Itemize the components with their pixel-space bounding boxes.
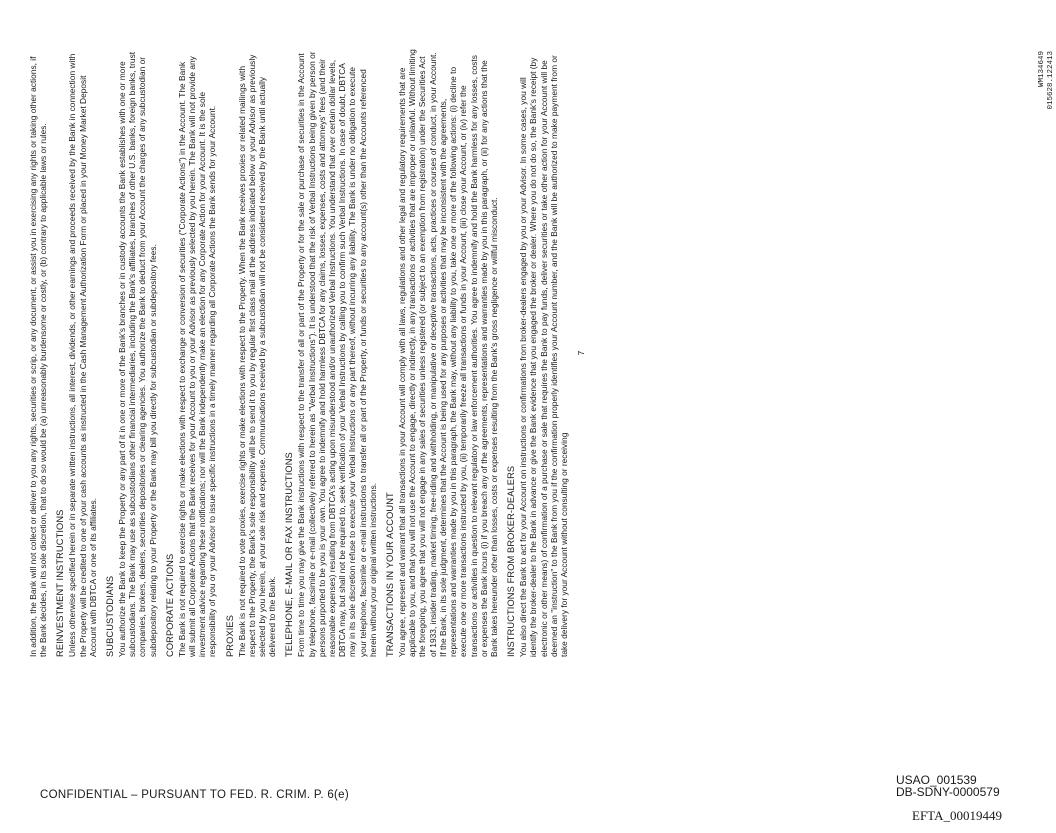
section-heading: CORPORATE ACTIONS bbox=[164, 553, 175, 657]
section-reinvestment bbox=[55, 49, 98, 657]
document-codes bbox=[1038, 51, 1056, 110]
section-paragraph: From time to time you may give the Bank instructions with respect to the transfer of all or part of the Property or for the sale or purchase of securities in the Account by telephone, facsimile or e-mail (collectively referred to herein as "Verbal Instructions"). It is understood that the risk of Verbal Instructions being given by person or persons purported to be you is your own. You agree to indemnify and hold harmless DBTCA for any claims, losses, expenses, costs and attorneys' fees (and their reasonable expenses) resulting from DBTCA's acting upon misunderstood and/or unauthorized Verbal Instructions. You understand that over certain dollar levels, DBTCA may, but shall not be required to, seek verification of your Verbal Instructions by calling you to confirm such Verbal Instructions. In case of doubt, DBTCA may in its sole discretion refuse to execute your Verbal Instructions or any part thereof, without incurring any liability. The Bank is under no obligation to execute your telephone, facsimile or e-mail instructions to transfer all or part of the Property, or funds or securities to any account(s) other than the Accounts referenced herein without your original written instructions. bbox=[296, 51, 378, 657]
section-paragraph: The Bank is not required to exercise rights or make elections with respect to exchange or conversion of securities ("Corporate Actions") in the Account. The Bank will submit all Corporate Actions that the Bank receives for your Account to you or your Advisor as previously selected by you herein. The Bank will not provide any investment advice regarding these notifications; nor will the Bank independently make an election for any Corporate Action for your Account. It is the sole responsibility of you or your Advisor to issue specific instructions in a timely manner regarding all Corporate Actions the Bank sends for your Account. bbox=[176, 56, 218, 657]
section-heading: SUBCUSTODIANS bbox=[105, 575, 116, 657]
section-paragraph: You also direct the Bank to act for your Account on instructions or confirmations from broker-dealers engaged by you or your Advisor. In some cases, you will identify the broker-dealer to the Bank in advance or give the Bank evidence that you engaged the broker or dealer. Where you do not do so, the Bank's receipt (by electronic or other means) of confirmation of a purchase or sale that requires the Bank to pay funds, deliver securities or take other action for your Account will be deemed an "instruction" to the Bank from you if the confirmation properly identifies your Account number, and the Bank will be authorized to make payment from or take delivery for your Account without consulting or receiving bbox=[518, 55, 569, 657]
section-corporate-actions bbox=[165, 49, 218, 657]
section-heading: REINVESTMENT INSTRUCTIONS bbox=[55, 509, 66, 657]
document-body bbox=[20, 43, 1056, 663]
rotated-page bbox=[20, 43, 1056, 663]
section-paragraph: Unless otherwise specified herein or in separate written instructions, all interest, dividends, or other earnings and proceeds received by the Bank in connection with the Property will be credited to one of your cash accounts as instructed in the Cash Management Authorization Form or placed in your Money Market Deposit Account with DBTCA or one of its affiliates. bbox=[67, 53, 98, 657]
batch-code: 015628.122413 bbox=[1047, 51, 1055, 110]
section-heading: TELEPHONE, E-MAIL OR FAX INSTRUCTIONS bbox=[284, 452, 295, 657]
section-heading: TRANSACTIONS IN YOUR ACCOUNT bbox=[385, 492, 396, 657]
section-heading: PROXIES bbox=[224, 614, 235, 657]
confidential-footer: CONFIDENTIAL – PURSUANT TO FED. R. CRIM. P. 6(e) bbox=[40, 789, 349, 801]
usao-bates-stamp: USAO_001539 bbox=[896, 773, 977, 787]
section-heading: INSTRUCTIONS FROM BROKER-DEALERS bbox=[506, 465, 517, 657]
efta-bates-stamp: EFTA_00019449 bbox=[912, 808, 1002, 823]
section-paragraph: You authorize the Bank to keep the Property or any part of it in one or more of the Bank's branches or in custody accounts the Bank establishes with one or more subcustodians. The Bank may use as subcustodians other financial intermediaries, including the Bank's affiliates, branches of other U.S. banks, foreign banks, trust companies, brokers, dealers, securities depositories or clearing agencies. You authorize the Bank to deduct from your Account the charges of any subcustodian or subdepository relating to your Property or the Bank may bill you directly for subcustodian or subdepository fees. bbox=[117, 51, 158, 657]
section-telephone-instructions bbox=[284, 49, 378, 657]
section-paragraph: The Bank is not required to vote proxies, exercise rights or make elections with respect to the Property. When the Bank receives proxies or related mailings with respect to the Property, the Bank's sole responsibility will be to send it to you by regular first class mail at the address indicated below or your Advisor as previously selected by you herein, at your sole risk and expense. Communications received by a subcustodian will not be considered received by the Bank until actually delivered to the Bank. bbox=[236, 54, 278, 657]
page-number: 7 bbox=[576, 350, 587, 356]
db-bates-stamp: DB-SDNY-0000579 bbox=[896, 785, 1000, 799]
intro-section bbox=[28, 49, 48, 657]
section-subcustodians bbox=[105, 49, 158, 657]
intro-paragraph: In addition, the Bank will not collect or deliver to you any rights, securities or scrip, or any document, or assist you in exercising any rights or taking other actions, if the Bank decides, in its sole discretion, that to do so would be (a) unreasonably burdensome or costly, or (b) contrary to applicable laws or rules. bbox=[28, 56, 49, 657]
section-proxies bbox=[225, 49, 278, 657]
section-broker-dealers bbox=[506, 49, 569, 657]
wm-code: WM134649 bbox=[1038, 51, 1046, 88]
section-transactions bbox=[385, 49, 499, 657]
section-paragraph: You agree, represent and warrant that all transactions in your Account will comply with all laws, regulations and other legal and regulatory requirements that are applicable to you, and that you will not use the Account to engage, directly or indirectly, in any transactions or activities that are improper or unlawful. Without limiting the foregoing, you agree that you will not engage in any sales of securities unless registered (or subject to an exemption from registration) under the Securities Act of 1933, insider trading, market timing, free-riding and withholding, or manipulative or deceptive transactions, acts, practices or courses of conduct, in your Account. If the Bank, in its sole judgment, determines that the Account is being used for any purposes or activities that may be inconsistent with the agreements, representations and warranties made by you in this paragraph, the Bank may, without any liability to you, take one or more of the following actions: (i) decline to execute one or more transactions instructed by you, (ii) temporarily freeze all transactions or funds in your Account, (iii) close your Account, or (iv) refer the transactions or activities in question to relevant regulatory or law enforcement authorities. You agree to indemnify and hold the Bank harmless for any losses, costs or expenses the Bank incurs (i) if you breach any of the agreements, representations and warranties made by you in this paragraph, or (ii) for any actions that the Bank takes hereunder other than losses, costs or expenses resulting from the Bank's gross negligence or willful misconduct. bbox=[397, 49, 499, 657]
